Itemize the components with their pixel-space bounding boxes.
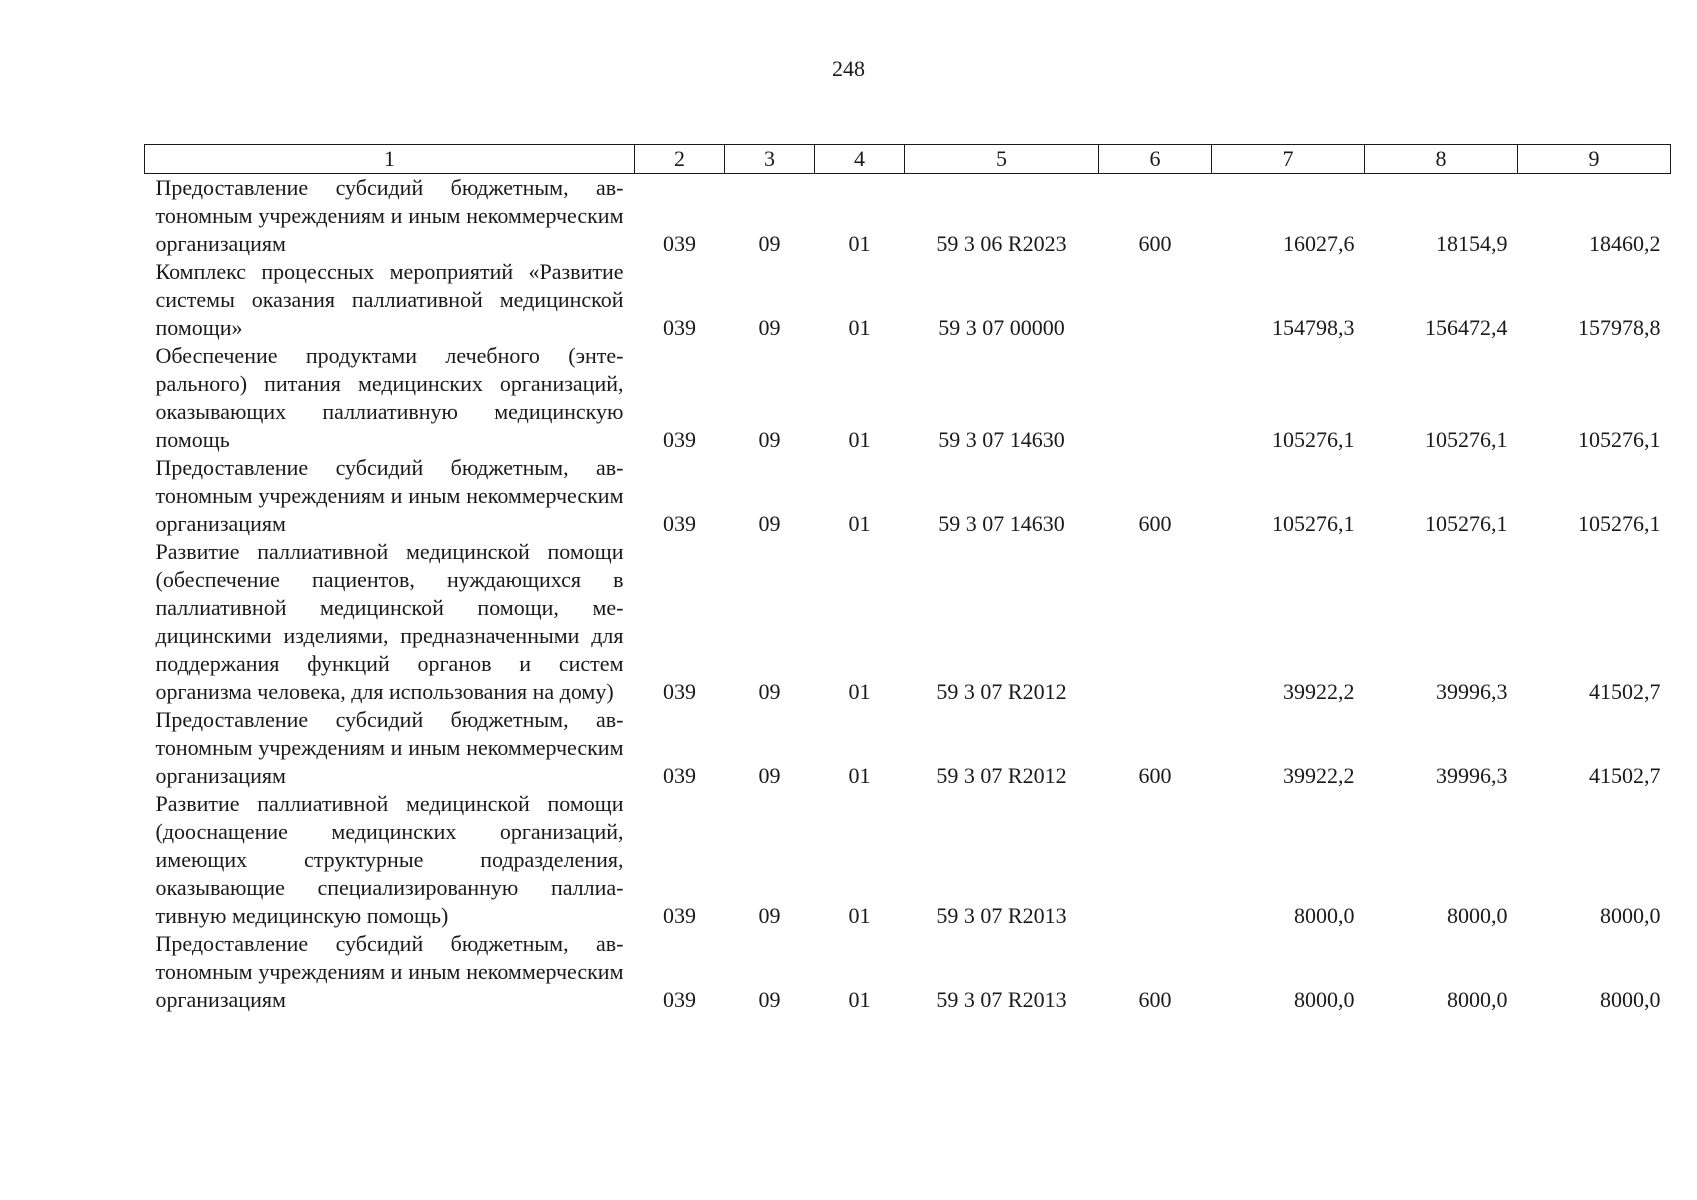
row-target-article-code: 59 3 07 00000 [938, 315, 1065, 340]
row-ministry-code: 039 [663, 315, 696, 340]
row-section-code: 09 [758, 231, 781, 256]
row-amount-year-1: 8000,0 [1294, 987, 1355, 1012]
row-expense-type-code: 600 [1138, 763, 1172, 788]
row-subsection-code: 01 [848, 903, 871, 928]
row-section-code: 09 [758, 511, 781, 536]
column-number-header-row [145, 145, 1671, 174]
row-subsection-code: 01 [848, 315, 871, 340]
row-amount-year-1: 154798,3 [1272, 315, 1355, 340]
row-description: Развитие паллиативной медицинской помощи (дооснащение медицинских организаций, имеющих структурные подразделения, оказывающие специализированную паллиативную медицинскую помощь) [155, 791, 624, 928]
row-amount-year-2: 39996,3 [1436, 763, 1508, 788]
row-expense-type-code [1099, 258, 1212, 342]
row-section-code: 09 [758, 315, 781, 340]
row-amount-year-2: 105276,1 [1425, 427, 1508, 452]
row-target-article-code: 59 3 07 14630 [938, 511, 1065, 536]
row-expense-type-code: 600 [1138, 987, 1172, 1012]
row-ministry-code: 039 [663, 679, 696, 704]
row-amount-year-1: 105276,1 [1272, 511, 1355, 536]
row-description: Предоставление субсидий бюджетным, автономным учреждениям и иным некоммерческим организациям [155, 455, 624, 536]
row-description: Предоставление субсидий бюджетным, автономным учреждениям и иным некоммерческим организациям [155, 175, 624, 256]
row-subsection-code: 01 [848, 511, 871, 536]
row-ministry-code: 039 [663, 427, 696, 452]
row-amount-year-1: 39922,2 [1283, 679, 1355, 704]
row-description: Обеспечение продуктами лечебного (энтерального) питания медицинских организаций, оказывающих паллиативную медицинскую помощь [155, 343, 624, 452]
row-subsection-code: 01 [848, 231, 871, 256]
row-expense-type-code: 600 [1138, 511, 1172, 536]
row-ministry-code: 039 [663, 903, 696, 928]
column-header-3: 3 [725, 145, 815, 174]
row-expense-type-code [1099, 790, 1212, 930]
row-target-article-code: 59 3 07 14630 [938, 427, 1065, 452]
table-row [145, 258, 1671, 342]
row-section-code: 09 [758, 679, 781, 704]
row-amount-year-1: 16027,6 [1283, 231, 1355, 256]
row-subsection-code: 01 [848, 427, 871, 452]
row-amount-year-3: 41502,7 [1589, 679, 1661, 704]
column-header-8: 8 [1365, 145, 1518, 174]
row-amount-year-3: 18460,2 [1589, 231, 1661, 256]
table-row [145, 930, 1671, 1014]
row-description: Развитие паллиативной медицинской помощи (обеспечение пациентов, нуждающихся в паллиативной медицинской помощи, медицинскими изделиями, предназначенными для поддержания функций органов и систем организма человека, для использования на дому) [155, 539, 624, 704]
table-row [145, 706, 1671, 790]
column-header-5: 5 [905, 145, 1099, 174]
row-ministry-code: 039 [663, 511, 696, 536]
row-amount-year-3: 8000,0 [1600, 903, 1661, 928]
column-header-7: 7 [1212, 145, 1365, 174]
row-target-article-code: 59 3 06 R2023 [936, 231, 1067, 256]
row-subsection-code: 01 [848, 679, 871, 704]
row-amount-year-1: 39922,2 [1283, 763, 1355, 788]
row-amount-year-2: 18154,9 [1436, 231, 1508, 256]
row-section-code: 09 [758, 427, 781, 452]
column-header-6: 6 [1099, 145, 1212, 174]
row-amount-year-2: 39996,3 [1436, 679, 1508, 704]
row-amount-year-3: 105276,1 [1578, 427, 1661, 452]
row-amount-year-2: 156472,4 [1425, 315, 1508, 340]
row-expense-type-code: 600 [1138, 231, 1172, 256]
row-ministry-code: 039 [663, 987, 696, 1012]
row-section-code: 09 [758, 987, 781, 1012]
table-row [145, 342, 1671, 454]
row-amount-year-2: 8000,0 [1447, 987, 1508, 1012]
row-expense-type-code [1099, 538, 1212, 706]
row-description: Предоставление субсидий бюджетным, автономным учреждениям и иным некоммерческим организациям [155, 707, 624, 788]
row-subsection-code: 01 [848, 763, 871, 788]
row-amount-year-3: 157978,8 [1578, 315, 1661, 340]
row-target-article-code: 59 3 07 R2013 [936, 903, 1067, 928]
row-amount-year-3: 8000,0 [1600, 987, 1661, 1012]
row-expense-type-code [1099, 342, 1212, 454]
row-ministry-code: 039 [663, 763, 696, 788]
row-amount-year-1: 105276,1 [1272, 427, 1355, 452]
row-target-article-code: 59 3 07 R2013 [936, 987, 1067, 1012]
column-header-2: 2 [635, 145, 725, 174]
column-header-9: 9 [1518, 145, 1671, 174]
row-amount-year-3: 105276,1 [1578, 511, 1661, 536]
table-row [145, 538, 1671, 706]
row-section-code: 09 [758, 763, 781, 788]
row-amount-year-2: 8000,0 [1447, 903, 1508, 928]
budget-table [144, 144, 1671, 1014]
row-subsection-code: 01 [848, 987, 871, 1012]
row-target-article-code: 59 3 07 R2012 [936, 763, 1067, 788]
row-description: Предоставление субсидий бюджетным, автономным учреждениям и иным некоммерческим организациям [155, 931, 624, 1012]
table-row [145, 790, 1671, 930]
row-amount-year-2: 105276,1 [1425, 511, 1508, 536]
row-section-code: 09 [758, 903, 781, 928]
page-number: 248 [832, 56, 865, 81]
row-ministry-code: 039 [663, 231, 696, 256]
column-header-1: 1 [145, 145, 635, 174]
table-row [145, 454, 1671, 538]
row-target-article-code: 59 3 07 R2012 [936, 679, 1067, 704]
column-header-4: 4 [815, 145, 905, 174]
row-amount-year-1: 8000,0 [1294, 903, 1355, 928]
row-description: Комплекс процессных мероприятий «Развитие системы оказания паллиативной медицинской помощи» [155, 259, 624, 340]
row-amount-year-3: 41502,7 [1589, 763, 1661, 788]
table-row [145, 174, 1671, 259]
table-body [145, 174, 1671, 1015]
